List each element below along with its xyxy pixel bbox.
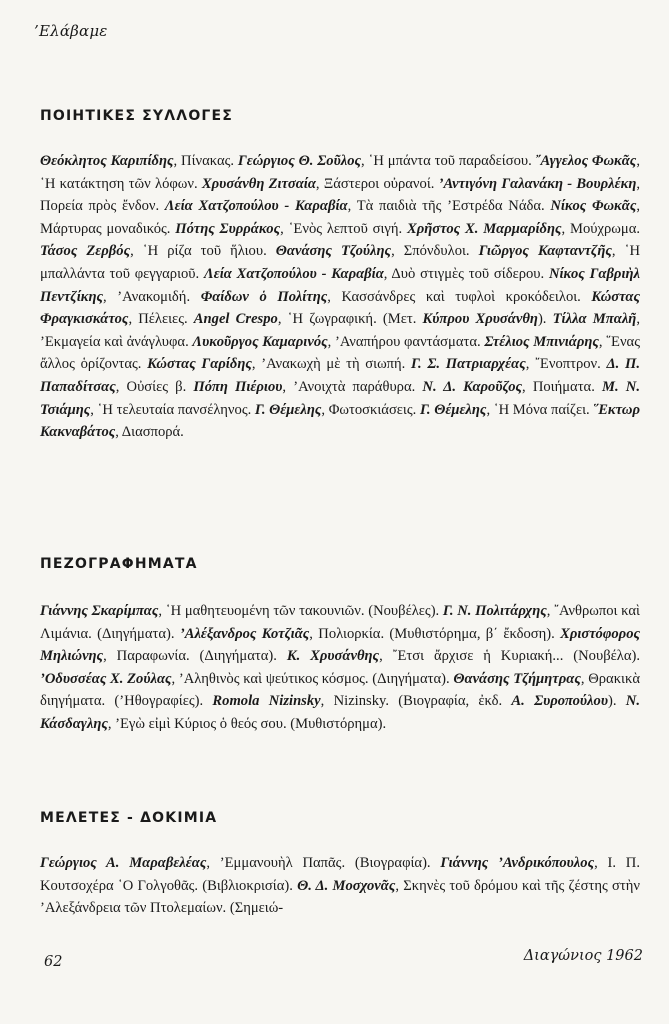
author-name: Δ. Π. Παπαδίτσας <box>40 356 641 395</box>
issue-date: Διαγώνιος 1962 <box>523 948 643 964</box>
work-title: , ῾Η κατάκτηση τῶν λόφων. <box>40 153 640 192</box>
work-title: , Μούχρωμα. <box>561 220 640 237</box>
work-title: , Πίνακας. <box>173 153 238 169</box>
author-name: Χρυσάνθη Ζιτσαία <box>201 175 316 192</box>
section-heading-studies: ΜΕΛΕΤΕΣ - ΔΟΚΙΜΙΑ <box>40 810 218 826</box>
work-title: , ῾Η μπάντα τοῦ παραδείσου. <box>361 153 536 169</box>
section-body-prose <box>40 600 640 736</box>
author-name: Γεώργιος Θ. Σοῦλος <box>237 153 361 169</box>
author-name: ῞Εκτωρ Κακναβάτος <box>40 401 640 441</box>
author-name: Κώστας Φραγκισκάτος <box>40 288 640 328</box>
work-title: , ’Εκμαγεία καὶ ἀνάγλυφα. <box>40 311 640 350</box>
author-name: Ν. Δ. Καροῦζος <box>422 378 523 395</box>
author-name: Πόπη Πιέριου <box>193 378 283 395</box>
author-name: Γ. Θέμελης <box>419 401 487 418</box>
work-title: , ῾Η μπαλλάντα τοῦ φεγγαριοῦ. <box>40 243 640 282</box>
author-name: ῎Αγγελος Φωκᾶς <box>535 153 637 169</box>
page-number: 62 <box>44 954 63 970</box>
author-name: Α. Συροπούλου <box>511 693 608 710</box>
author-name: Λεία Χατζοπούλου - Καραβία <box>164 198 348 215</box>
work-title: , Τὰ παιδιὰ τῆς ’Εστρέδα Νάδα. <box>347 198 551 215</box>
author-name: Χρῆστος Χ. Μαρμαρίδης <box>406 220 562 237</box>
work-title: , ῎Ανθρωποι καὶ Λιμάνια. (Διηγήματα). <box>40 603 640 642</box>
work-title: , ῾Η ζωγραφική. (Μετ. <box>277 311 423 328</box>
work-title: , Δυὸ στιγμὲς τοῦ σίδερου. <box>383 265 549 282</box>
author-name: ’Αντιγόνη Γαλανάκη - Βουρλέκη <box>438 175 637 192</box>
author-name: Γ. Ν. Πολιτάρχης <box>442 603 547 619</box>
work-title: , ’Ανακομιδή. <box>103 288 201 305</box>
work-title: , ’Ανακωχὴ μὲ τὴ σιωπή. <box>251 356 412 373</box>
author-name: Κ. Χρυσάνθης <box>286 648 380 665</box>
work-title: , Nizinsky. (Βιογραφία, ἐκδ. <box>320 693 512 710</box>
work-title: , Ι. Π. Κουτσοχέρα ῾Ο Γολγοθᾶς. (Βιβλιοκρισία). <box>40 855 640 894</box>
work-title: , Πέλειες. <box>128 311 194 328</box>
work-title: , ῾Η ρίζα τοῦ ἥλιου. <box>130 243 276 260</box>
author-name: Κώστας Γαρίδης <box>147 356 252 373</box>
work-title: , Διασπορά. <box>115 424 184 441</box>
author-name: Angel Crespo <box>193 311 278 328</box>
work-title: , Σπόνδυλοι. <box>391 243 479 260</box>
work-title: , Οὐσίες β. <box>115 378 194 395</box>
work-title: ). <box>537 311 553 328</box>
author-name: Κύπρου Χρυσάνθη <box>422 311 538 328</box>
author-name: Νίκος Φωκᾶς <box>550 198 637 215</box>
author-name: ’Οδυσσέας Χ. Ζούλας <box>40 670 172 687</box>
author-name: Ν. Κάσδαγλης <box>40 693 640 732</box>
work-title: , Ποιήματα. <box>522 378 603 395</box>
author-name: Θανάσης Τζήμητρας <box>453 670 581 687</box>
author-name: Romola Nizinsky <box>212 693 321 710</box>
author-name: Θ. Δ. Μοσχονᾶς <box>297 877 396 894</box>
author-name: Θεόκλητος Καριπίδης <box>40 153 174 169</box>
work-title: , Θρακικὰ διηγήματα. (’Ηθογραφίες). <box>40 670 640 710</box>
author-name: Γεώργιος Α. Μαραβελέας <box>40 855 207 871</box>
work-title: , ῾Ενὸς λεπτοῦ σιγή. <box>280 220 407 237</box>
section-body-poetry <box>40 150 640 444</box>
work-title: , ’Αναπήρου φαντάσματα. <box>327 333 485 350</box>
author-name: Θανάσης Τζούλης <box>275 243 392 260</box>
work-title: ). <box>607 693 626 710</box>
work-title: , Μάρτυρας μοναδικός. <box>40 198 641 237</box>
author-name: ’Αλέξανδρος Κοτζιᾶς <box>179 625 310 642</box>
work-title: , Παραφωνία. (Διηγήματα). <box>103 648 287 665</box>
author-name: Μ. Ν. Τσιάμης <box>40 378 640 418</box>
work-title: , ῎Ετσι ἄρχισε ἡ Κυριακή... (Νουβέλα). <box>379 648 640 665</box>
work-title: , ῞Ενας ἄλλος ὁρίζοντας. <box>40 333 640 373</box>
author-name: Γ. Θέμελης <box>254 401 322 418</box>
work-title: , ῎Ενοπτρον. <box>525 356 607 373</box>
author-name: Γιάννης Σκαρίμπας <box>40 603 159 619</box>
work-title: , ῾Η Μόνα παίζει. <box>486 401 594 418</box>
author-name: Λυκοῦργος Καμαρινός <box>192 333 328 350</box>
author-name: Γιῶργος Καφταντζῆς <box>478 243 612 260</box>
section-body-studies <box>40 852 640 920</box>
work-title: , Ξάστεροι οὐρανοί. <box>315 175 439 192</box>
author-name: Τίλλα Μπαλῆ <box>552 311 637 328</box>
work-title: , Σκηνὲς τοῦ δρόμου καὶ τῆς ζέστης στὴν ’Αλεξάνδρεια τῶν Πτολεμαίων. (Σημειώ- <box>40 877 640 917</box>
author-name: Τάσος Ζερβός <box>40 243 131 260</box>
author-name: Νίκος Γαβριὴλ Πεντζίκης <box>40 265 640 305</box>
author-name: Στέλιος Μπινιάρης <box>484 333 599 350</box>
work-title: , Πορεία πρὸς ἔνδον. <box>40 175 640 215</box>
author-name: Λεία Χατζοπούλου - Καραβία <box>203 265 384 282</box>
work-title: , Πολιορκία. (Μυθιστόρημα, β΄ ἔκδοση). <box>309 625 561 642</box>
section-heading-prose: ΠΕΖΟΓΡΑΦΗΜΑΤΑ <box>40 556 198 572</box>
author-name: Πότης Συρράκος <box>175 220 281 237</box>
work-title: , Κασσάνδρες καὶ τυφλοὶ κροκόδειλοι. <box>327 288 592 305</box>
work-title: , ’Ανοιχτὰ παράθυρα. <box>282 378 423 395</box>
author-name: Γιάννης ’Ανδρικόπουλος <box>440 855 595 871</box>
work-title: , ῾Η τελευταία πανσέληνος. <box>90 401 255 418</box>
author-name: Φαίδων ὁ Πολίτης <box>200 288 328 305</box>
work-title: , ’Εμμανουὴλ Παπᾶς. (Βιογραφία). <box>206 855 441 871</box>
work-title: , ’Αληθινὸς καὶ ψεύτικος κόσμος. (Διηγήματα). <box>171 670 454 687</box>
author-name: Γ. Σ. Πατριαρχέας <box>411 356 526 373</box>
work-title: , ’Εγὼ εἰμὶ Κύριος ὁ θεός σου. (Μυθιστόρημα). <box>107 715 387 732</box>
work-title: , Φωτοσκιάσεις. <box>321 401 420 418</box>
running-head: ’Ελάβαμε <box>34 22 108 40</box>
author-name: Χριστόφορος Μηλιώνης <box>40 625 641 665</box>
section-heading-poetry: ΠΟΙΗΤΙΚΕΣ ΣΥΛΛΟΓΕΣ <box>40 108 234 124</box>
work-title: , ῾Η μαθητευομένη τῶν τακουνιῶν. (Νουβέλες). <box>158 603 443 619</box>
